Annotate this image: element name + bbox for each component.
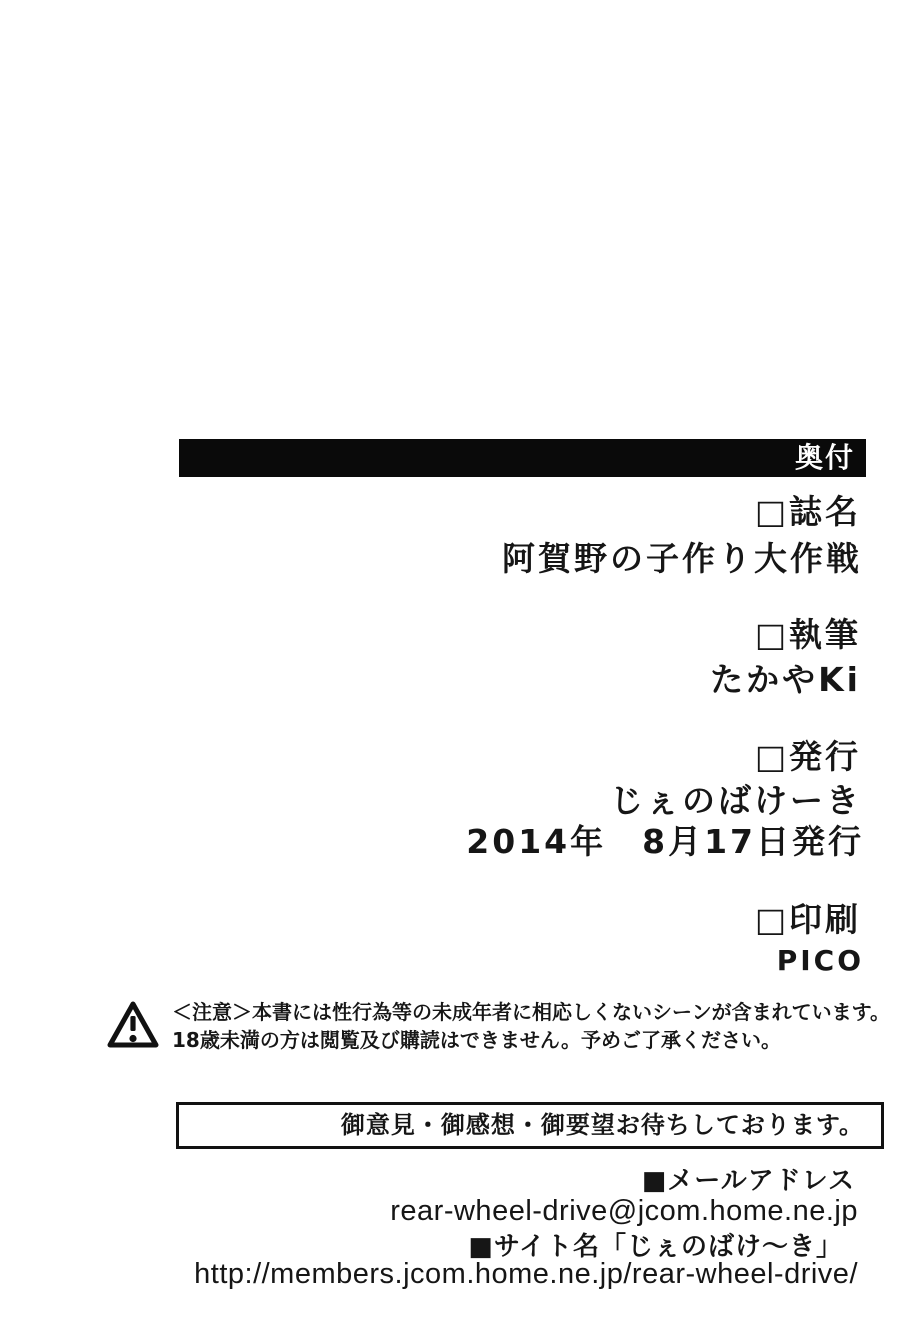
page-title: 奥付 <box>794 441 855 474</box>
email-heading: ■メールアドレス <box>641 1166 855 1196</box>
feedback-box <box>176 1102 884 1149</box>
email-address: rear-wheel-drive@jcom.home.ne.jp <box>390 1195 858 1227</box>
section-header-bar <box>179 439 866 477</box>
printer-name: PICO <box>776 944 864 977</box>
publisher-name: じぇのばけーき <box>610 781 862 820</box>
magazine-title: 阿賀野の子作り大作戦 <box>502 539 862 578</box>
author-heading: □執筆 <box>754 615 861 654</box>
warning-text <box>172 998 890 1054</box>
warning-triangle-icon <box>107 1000 159 1054</box>
warning-line-1: ＜注意＞本書には性行為等の未成年者に相応しくないシーンが含まれています。 <box>172 1000 890 1024</box>
author-name: たかやKi <box>710 660 861 699</box>
age-warning <box>107 998 890 1054</box>
warning-line-2: 18歳未満の方は閲覧及び購読はできません。予めご了承ください。 <box>172 1028 782 1052</box>
publication-date: 2014年 8月17日発行 <box>466 822 864 861</box>
magazine-heading: □誌名 <box>754 492 861 531</box>
feedback-text: 御意見・御感想・御要望お待ちしております。 <box>340 1111 864 1139</box>
printer-heading: □印刷 <box>754 900 861 939</box>
site-name-heading: ■サイト名「じぇのばけ～き」 <box>468 1232 843 1262</box>
site-url: http://members.jcom.home.ne.jp/rear-wheel-drive/ <box>194 1258 858 1290</box>
publisher-heading: □発行 <box>754 737 861 776</box>
